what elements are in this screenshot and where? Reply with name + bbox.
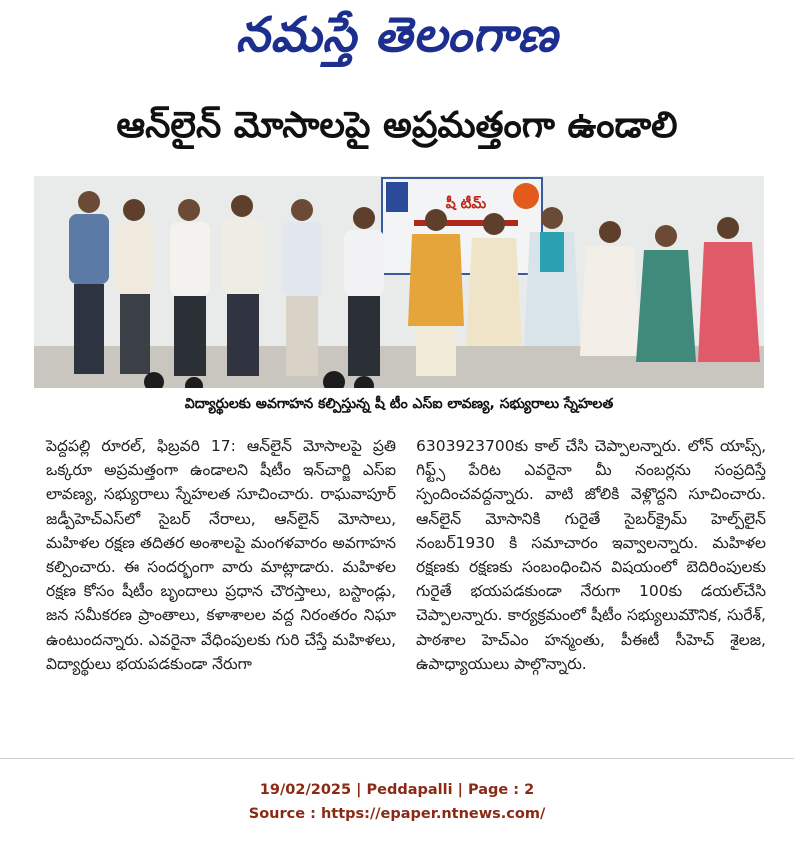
article-body-left: పెద్దపల్లి రూరల్, ఫిబ్రవరి 17: ఆన్‌లైన్ మోసాలపై ప్రతి ఒక్కరూ అప్రమత్తంగా ఉండాలని షీటీం ఇన్‌చార్జి ఎస్ఐ లావణ్య, సభ్యురాలు స్నేహలత సూచించారు. రాఘవాపూర్ జడ్పీహెచ్ఎస్‌లో సైబర్ నేరాలు, ఆన్‌లైన్ మోసాలు, మహిళల రక్షణ తదితర అంశాలపై మంగళవారం అవగాహన కల్పించారు. ఈ సందర్భంగా వారు మాట్లాడారు. మహిళల రక్షణ కోసం షీటీం బృందాలు ప్రధాన చౌరస్తాలు, బస్టాండ్లు, జన సమీకరణ ప్రాంతాలు, కళాశాలల వద్ద నిరంతరం నిఘా ఉంటుందన్నారు. ఎవరైనా వేధింపులకు గురి చేస్తే మహిళలు, విద్యార్థులు భయపడకుండా నేరుగా bbox=[46, 437, 396, 673]
article-headline: ఆన్‌లైన్ మోసాలపై అప్రమత్తంగా ఉండాలి bbox=[116, 105, 678, 146]
footer-source-line[interactable]: Source : https://epaper.ntnews.com/ bbox=[248, 806, 546, 822]
masthead bbox=[0, 6, 794, 76]
banner-label: షీ టీమ్ bbox=[445, 196, 487, 212]
photo-caption: విద్యార్థులకు అవగాహన కల్పిస్తున్న షీ టీం ఎస్ఐ లావణ్య, సభ్యురాలు స్నేహలత bbox=[184, 395, 614, 412]
group-photo-illustration bbox=[34, 176, 764, 388]
article-column-left bbox=[46, 434, 396, 676]
newspaper-title: నమస్తే తెలంగాణ bbox=[235, 7, 559, 63]
footer-divider bbox=[0, 758, 794, 759]
article-body-right: 6303923700కు కాల్ చేసి చెప్పాలన్నారు. లోన్ యాప్స్, గిఫ్ట్స్ పేరిట ఎవరైనా మీ నంబర్లను సంప్రదిస్తే స్పందించవద్దన్నారు. వాటి జోలికి వెళ్లొద్దని సూచించారు. ఆన్‌లైన్ మోసానికి గురైతే సైబర్‌క్రైమ్ హెల్ప్‌లైన్ నంబర్1930 కి సమాచారం ఇవ్వాలన్నారు. మహిళల రక్షణకు రక్షణకు సంబంధించిన విషయంలో బెదిరింపులకు గురైతే భయపడకుండా నేరుగా 100కు డయల్‌చేసి చెప్పాలన్నారు. కార్యక్రమంలో షీటీం సభ్యులుమౌనిక, సురేశ్, పాఠశాల హెచ్ఎం హన్మంతు, పీఈటీ సీహెచ్ శైలజ, ఉపాధ్యాయులు పాల్గొన్నారు. bbox=[416, 437, 766, 673]
article-photo bbox=[34, 176, 764, 388]
footer-date-line: 19/02/2025 | Peddapalli | Page : 2 bbox=[259, 782, 535, 798]
article-column-right bbox=[416, 434, 766, 676]
